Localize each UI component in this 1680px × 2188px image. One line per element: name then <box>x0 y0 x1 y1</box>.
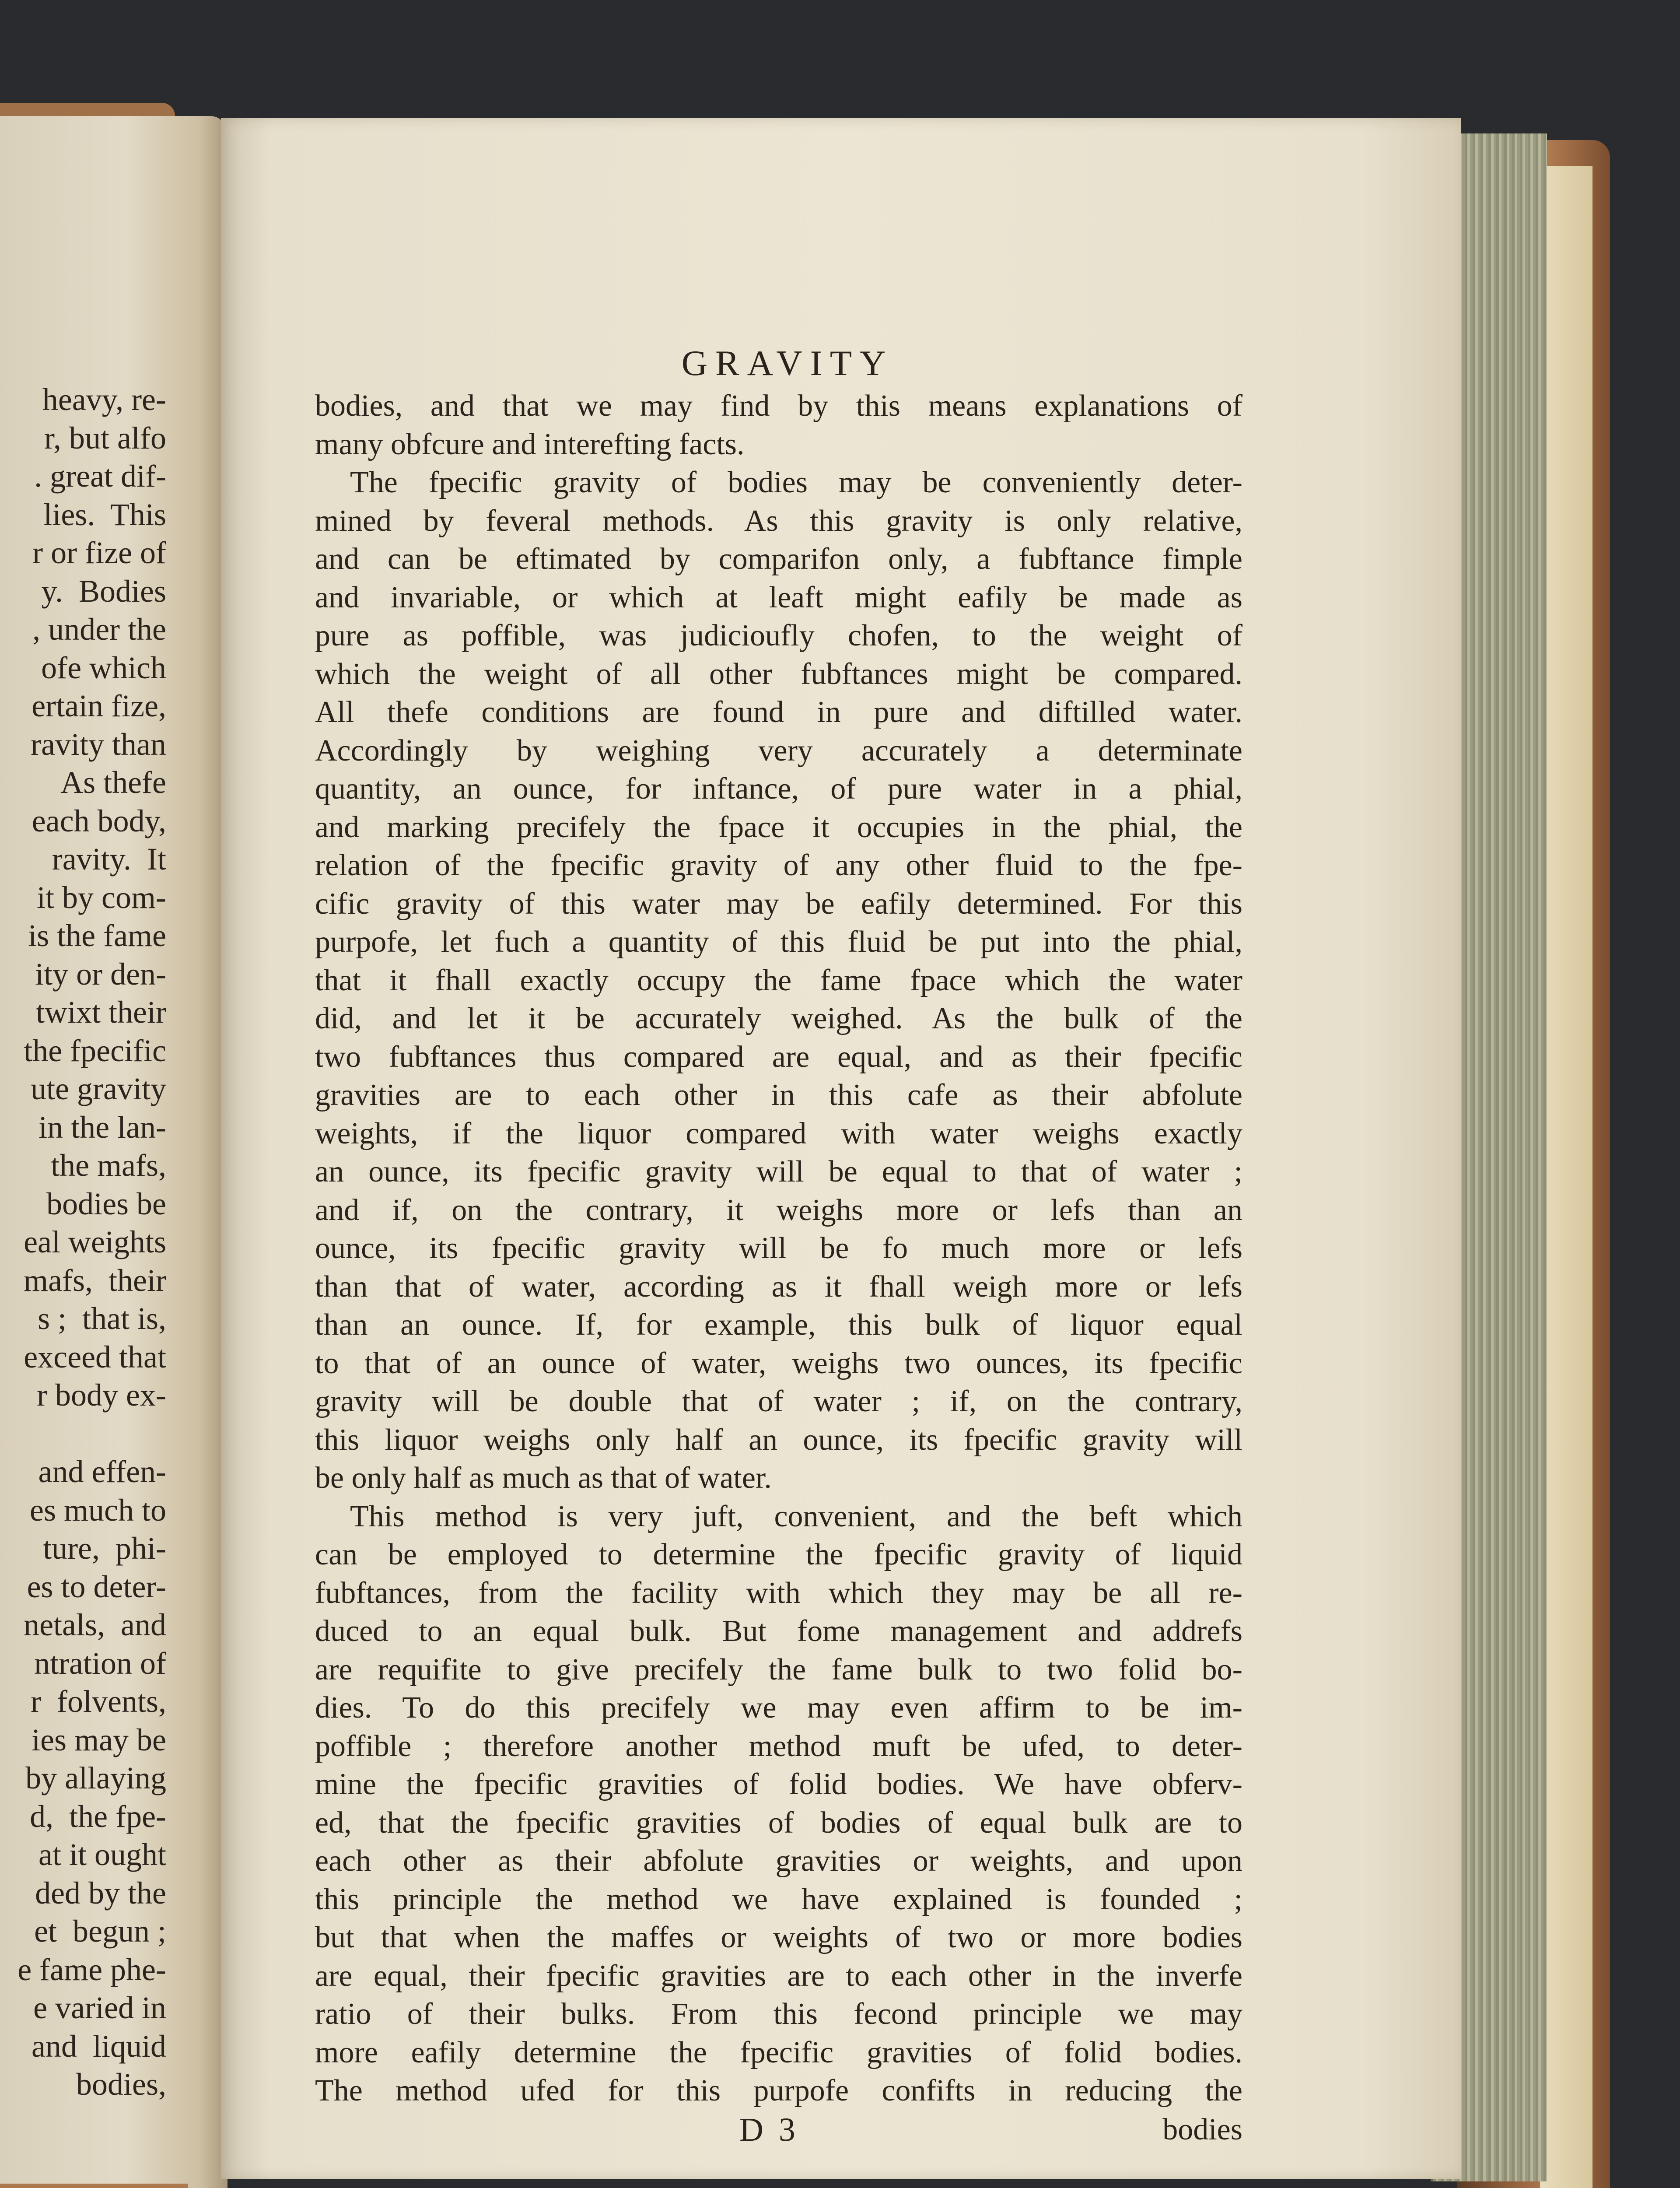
text-line: are requifite to give precifely the fame bulk to two folid bo- <box>315 1652 1242 1687</box>
text-line: weights, if the liquor compared with water weighs exactly <box>315 1116 1242 1150</box>
text-line: than that of water, according as it fhall weigh more or lefs <box>315 1269 1242 1304</box>
body-text <box>315 387 1242 2110</box>
text-line: and if, on the contrary, it weighs more or lefs than an <box>315 1193 1242 1227</box>
text-line: than an ounce. If, for example, this bulk of liquor equal <box>315 1308 1242 1342</box>
left-page-line: ntration of <box>34 1645 166 1681</box>
text-line: pure as poffible, was judicioufly chofen, to the weight of <box>315 619 1242 652</box>
text-line: mined by feveral methods. As this gravity is only relative, <box>315 504 1242 538</box>
left-page-line: y. Bodies <box>41 573 166 609</box>
text-line: Accordingly by weighing very accurately a determinate <box>315 733 1242 768</box>
left-page-line: is the fame <box>28 918 166 953</box>
text-line: fubftances, from the facility with which they may be all re- <box>315 1576 1242 1610</box>
left-page-line: each body, <box>32 803 166 838</box>
left-page-line: As thefe <box>60 765 166 800</box>
left-page-line: mafs, their <box>24 1262 166 1298</box>
left-page-line: s ; that is, <box>37 1301 166 1336</box>
left-page-line: d, the fpe- <box>30 1799 166 1834</box>
left-page-line: exceed that <box>24 1339 166 1375</box>
left-page-line: ertain fize, <box>32 688 166 723</box>
left-page-line: ravity. It <box>52 842 166 877</box>
text-line: ounce, its fpecific gravity will be fo much more or lefs <box>315 1231 1242 1265</box>
left-page-line: heavy, re- <box>42 382 166 417</box>
left-page-line: r, but alfo <box>44 420 166 456</box>
paragraph <box>315 387 1242 463</box>
left-page-line: in the lan- <box>38 1109 166 1145</box>
text-line: many obfcure and interefting facts. <box>315 427 745 461</box>
left-page-line: ravity than <box>31 726 166 762</box>
text-line: mine the fpecific gravities of folid bodies. We have obferv- <box>315 1767 1242 1801</box>
left-page-line: . great dif- <box>34 459 166 494</box>
paragraph <box>315 463 1242 1497</box>
left-page-line: twixt their <box>36 995 166 1030</box>
text-line: two fubftances thus compared are equal, and as their fpecific <box>315 1040 1242 1074</box>
text-line: dies. To do this precifely we may even affirm to be im- <box>315 1691 1242 1725</box>
left-page-line: netals, and <box>24 1607 166 1642</box>
left-page-line: lies. This <box>43 497 166 532</box>
right-page-text <box>315 341 1242 2149</box>
left-page-line: eal weights <box>24 1224 166 1259</box>
left-page-text <box>0 381 166 2104</box>
catchword: bodies <box>1162 2112 1242 2146</box>
text-line: and can be eftimated by comparifon only, a fubftance fimple <box>315 542 1242 576</box>
text-line: quantity, an ounce, for inftance, of pure water in a phial, <box>315 772 1242 806</box>
text-line: this principle the method we have explained is founded ; <box>315 1882 1242 1916</box>
text-line: The method ufed for this purpofe confifts in reducing the <box>315 2074 1242 2107</box>
left-page-line: ded by the <box>35 1875 166 1911</box>
text-line: each other as their abfolute gravities or weights, and upon <box>315 1844 1242 1878</box>
left-page-line: r body ex- <box>37 1378 166 1413</box>
left-page-line: et begun ; <box>34 1914 166 1949</box>
left-page-line: and effen- <box>38 1454 166 1489</box>
text-line: ed, that the fpecific gravities of bodies of equal bulk are to <box>315 1806 1242 1840</box>
text-line: gravities are to each other in this cafe as their abfolute <box>315 1078 1242 1112</box>
text-line: and marking precifely the fpace it occupies in the phial, the <box>315 810 1242 844</box>
left-page-line: ofe which <box>41 650 166 685</box>
text-line: All thefe conditions are found in pure and diftilled water. <box>315 695 1242 729</box>
left-cover-edge-bottom <box>0 2184 188 2188</box>
text-line: that it fhall exactly occupy the fame fpace which the water <box>315 963 1242 997</box>
left-page-line: e varied in <box>33 1990 166 2025</box>
text-line: an ounce, its fpecific gravity will be equal to that of water ; <box>315 1155 1242 1189</box>
text-line: duced to an equal bulk. But fome management and addrefs <box>315 1614 1242 1648</box>
left-page <box>0 116 228 2188</box>
text-line: more eafily determine the fpecific gravities of folid bodies. <box>315 2035 1242 2069</box>
text-line: be only half as much as that of water. <box>315 1461 772 1495</box>
left-page-line: at it ought <box>38 1837 166 1872</box>
text-line: are equal, their fpecific gravities are to each other in the inverfe <box>315 1959 1242 1993</box>
text-line: gravity will be double that of water ; if, on the contrary, <box>315 1385 1242 1418</box>
text-line: which the weight of all other fubftances might be compared. <box>315 657 1242 691</box>
book-endpaper <box>1540 166 1592 2188</box>
left-page-line: e fame phe- <box>18 1952 166 1987</box>
left-page-line: the mafs, <box>51 1148 166 1183</box>
text-line: bodies, and that we may find by this means explanations of <box>315 389 1242 423</box>
left-page-line: r folvents, <box>31 1684 166 1719</box>
text-line: this liquor weighs only half an ounce, its fpecific gravity will <box>315 1423 1242 1457</box>
running-header: GRAVITY <box>681 343 894 383</box>
left-page-line: ture, phi- <box>43 1531 166 1566</box>
text-line: relation of the fpecific gravity of any other fluid to the fpe- <box>315 849 1242 882</box>
left-page-line: , under the <box>32 612 166 647</box>
text-line: ratio of their bulks. From this fecond principle we may <box>315 1997 1242 2031</box>
left-page-line: ies may be <box>32 1722 166 1757</box>
left-page-line: bodies be <box>46 1186 166 1221</box>
text-line: and invariable, or which at leaft might eafily be made as <box>315 580 1242 614</box>
text-line: The fpecific gravity of bodies may be conveniently deter- <box>350 466 1242 499</box>
text-line: This method is very juft, convenient, and the beft which <box>350 1499 1242 1533</box>
left-page-line: r or fize of <box>32 535 166 570</box>
left-page-line: by allaying <box>25 1760 166 1795</box>
text-line: cific gravity of this water may be eafily determined. For this <box>315 887 1242 921</box>
text-line: but that when the maffes or weights of two or more bodies <box>315 1921 1242 1954</box>
left-page-line: and liquid <box>32 2028 166 2064</box>
left-page-line <box>0 1415 166 1453</box>
left-page-line: it by com- <box>37 880 166 915</box>
text-line: did, and let it be accurately weighed. As the bulk of the <box>315 1002 1242 1035</box>
left-page-line: ute gravity <box>31 1071 166 1106</box>
paragraph <box>315 1497 1242 2110</box>
left-page-line: bodies, <box>76 2067 166 2102</box>
page-footer <box>315 2110 1242 2149</box>
left-page-line: ity or den- <box>35 956 166 992</box>
left-page-line: es much to <box>30 1492 166 1528</box>
text-line: purpofe, let fuch a quantity of this fluid be put into the phial, <box>315 925 1242 959</box>
signature-mark: D 3 <box>739 2111 799 2148</box>
left-page-line: the fpecific <box>24 1033 166 1068</box>
left-page-line: es to deter- <box>27 1569 166 1604</box>
text-line: can be employed to determine the fpecific gravity of liquid <box>315 1538 1242 1571</box>
text-line: to that of an ounce of water, weighs two ounces, its fpecific <box>315 1346 1242 1380</box>
text-line: poffible ; therefore another method muft be ufed, to deter- <box>315 1729 1242 1763</box>
